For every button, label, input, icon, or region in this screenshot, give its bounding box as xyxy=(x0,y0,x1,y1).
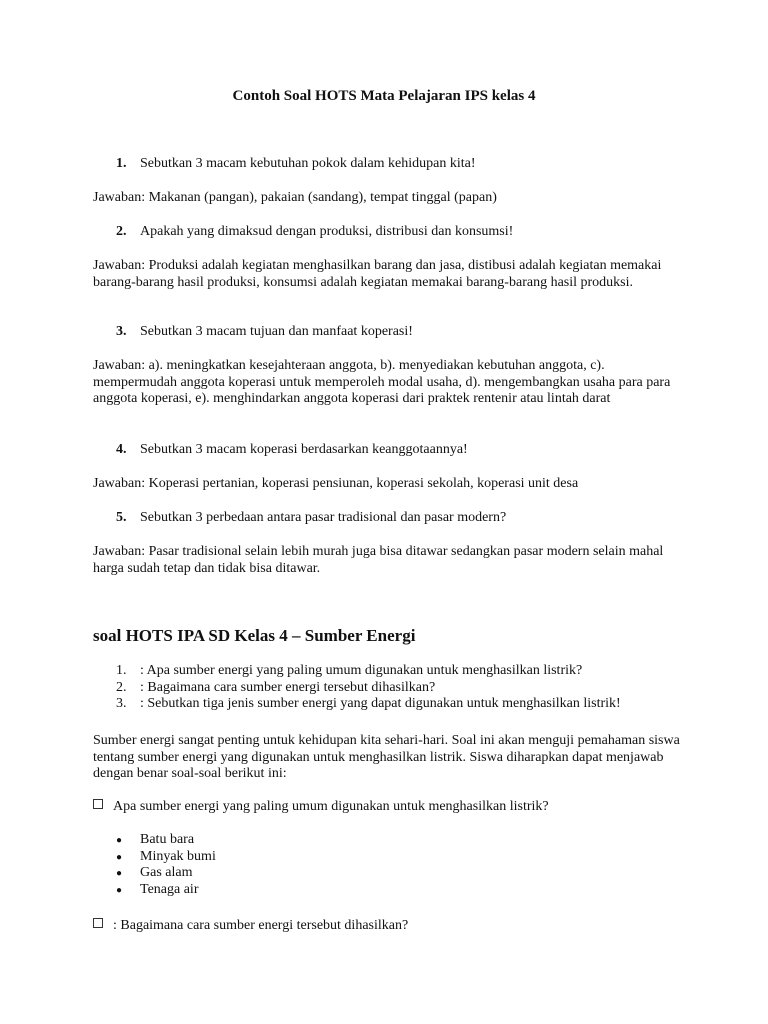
list-item xyxy=(116,832,216,849)
list-text: : Sebutkan tiga jenis sumber energi yang dapat digunakan untuk menghasilkan listrik! xyxy=(140,696,621,711)
answer-1: Jawaban: Makanan (pangan), pakaian (sandang), tempat tinggal (papan) xyxy=(93,190,497,205)
box-question-2 xyxy=(93,918,408,935)
list-item xyxy=(116,696,621,713)
list-number: 2. xyxy=(116,679,127,695)
question-number: 2. xyxy=(116,224,127,239)
question-3 xyxy=(116,324,413,341)
question-text: Apakah yang dimaksud dengan produksi, distribusi dan konsumsi! xyxy=(140,224,514,239)
bullet-icon: ● xyxy=(116,884,123,896)
question-number: 1. xyxy=(116,156,127,171)
question-1 xyxy=(116,156,476,173)
option-text: Minyak bumi xyxy=(140,848,216,864)
question-text: Sebutkan 3 perbedaan antara pasar tradisional dan pasar modern? xyxy=(140,510,507,525)
list-item xyxy=(116,882,216,899)
question-text: Sebutkan 3 macam tujuan dan manfaat koperasi! xyxy=(140,324,413,339)
answer-2: Jawaban: Produksi adalah kegiatan menghasilkan barang dan jasa, distibusi adalah kegiatan memakai barang-barang hasil produksi, konsumsi adalah kegiatan memakai barang-barang hasil produksi. xyxy=(93,258,662,290)
section-title: soal HOTS IPA SD Kelas 4 – Sumber Energi xyxy=(93,626,416,645)
list-text: : Apa sumber energi yang paling umum digunakan untuk menghasilkan listrik? xyxy=(140,663,583,678)
intro-paragraph: Sumber energi sangat penting untuk kehidupan kita sehari-hari. Soal ini akan menguji pemahaman siswa tentang sumber energi yang digunakan untuk menghasilkan listrik. Siswa diharapkan dapat menjawab dengan benar soal-soal berikut ini: xyxy=(93,733,680,781)
bullet-icon: ● xyxy=(116,868,123,879)
box-question-1 xyxy=(93,799,549,816)
answer-4: Jawaban: Koperasi pertanian, koperasi pensiunan, koperasi sekolah, koperasi unit desa xyxy=(93,476,579,491)
bullet-icon: ● xyxy=(116,851,123,863)
answer-5: Jawaban: Pasar tradisional selain lebih murah juga bisa ditawar sedangkan pasar modern selain mahal harga sudah tetap dan tidak bisa ditawar. xyxy=(93,544,664,576)
document-title: Contoh Soal HOTS Mata Pelajaran IPS kelas 4 xyxy=(232,88,536,104)
option-text: Batu bara xyxy=(140,832,195,847)
option-text: Tenaga air xyxy=(140,881,199,897)
question-number: 4. xyxy=(116,442,127,457)
checkbox-square-icon xyxy=(93,918,103,928)
list-item xyxy=(116,680,621,697)
answer-3: Jawaban: a). meningkatkan kesejahteraan anggota, b). menyediakan kebutuhan anggota, c). mempermudah anggota koperasi untuk memperoleh modal usaha, d). mengembangkan usaha para para anggota koperasi, e). menghindarkan anggota koperasi dari praktek rentenir atau lintah darat xyxy=(93,358,671,406)
box-question-text: Apa sumber energi yang paling umum digunakan untuk menghasilkan listrik? xyxy=(113,799,549,814)
question-number: 5. xyxy=(116,510,127,525)
option-list xyxy=(116,832,216,898)
list-item xyxy=(116,663,621,680)
bullet-icon: ● xyxy=(116,835,123,846)
ipa-question-list xyxy=(116,663,621,713)
question-5 xyxy=(116,510,506,527)
option-text: Gas alam xyxy=(140,865,193,880)
question-number: 3. xyxy=(116,324,127,339)
list-text: : Bagaimana cara sumber energi tersebut dihasilkan? xyxy=(140,679,436,695)
question-4 xyxy=(116,442,468,459)
list-number: 1. xyxy=(116,663,127,678)
box-question-text: : Bagaimana cara sumber energi tersebut dihasilkan? xyxy=(113,918,409,933)
question-2 xyxy=(116,224,513,241)
question-text: Sebutkan 3 macam kebutuhan pokok dalam kehidupan kita! xyxy=(140,156,476,171)
list-item xyxy=(116,865,216,882)
list-item xyxy=(116,849,216,866)
question-text: Sebutkan 3 macam koperasi berdasarkan keanggotaannya! xyxy=(140,442,468,457)
checkbox-square-icon xyxy=(93,799,103,809)
list-number: 3. xyxy=(116,696,127,711)
